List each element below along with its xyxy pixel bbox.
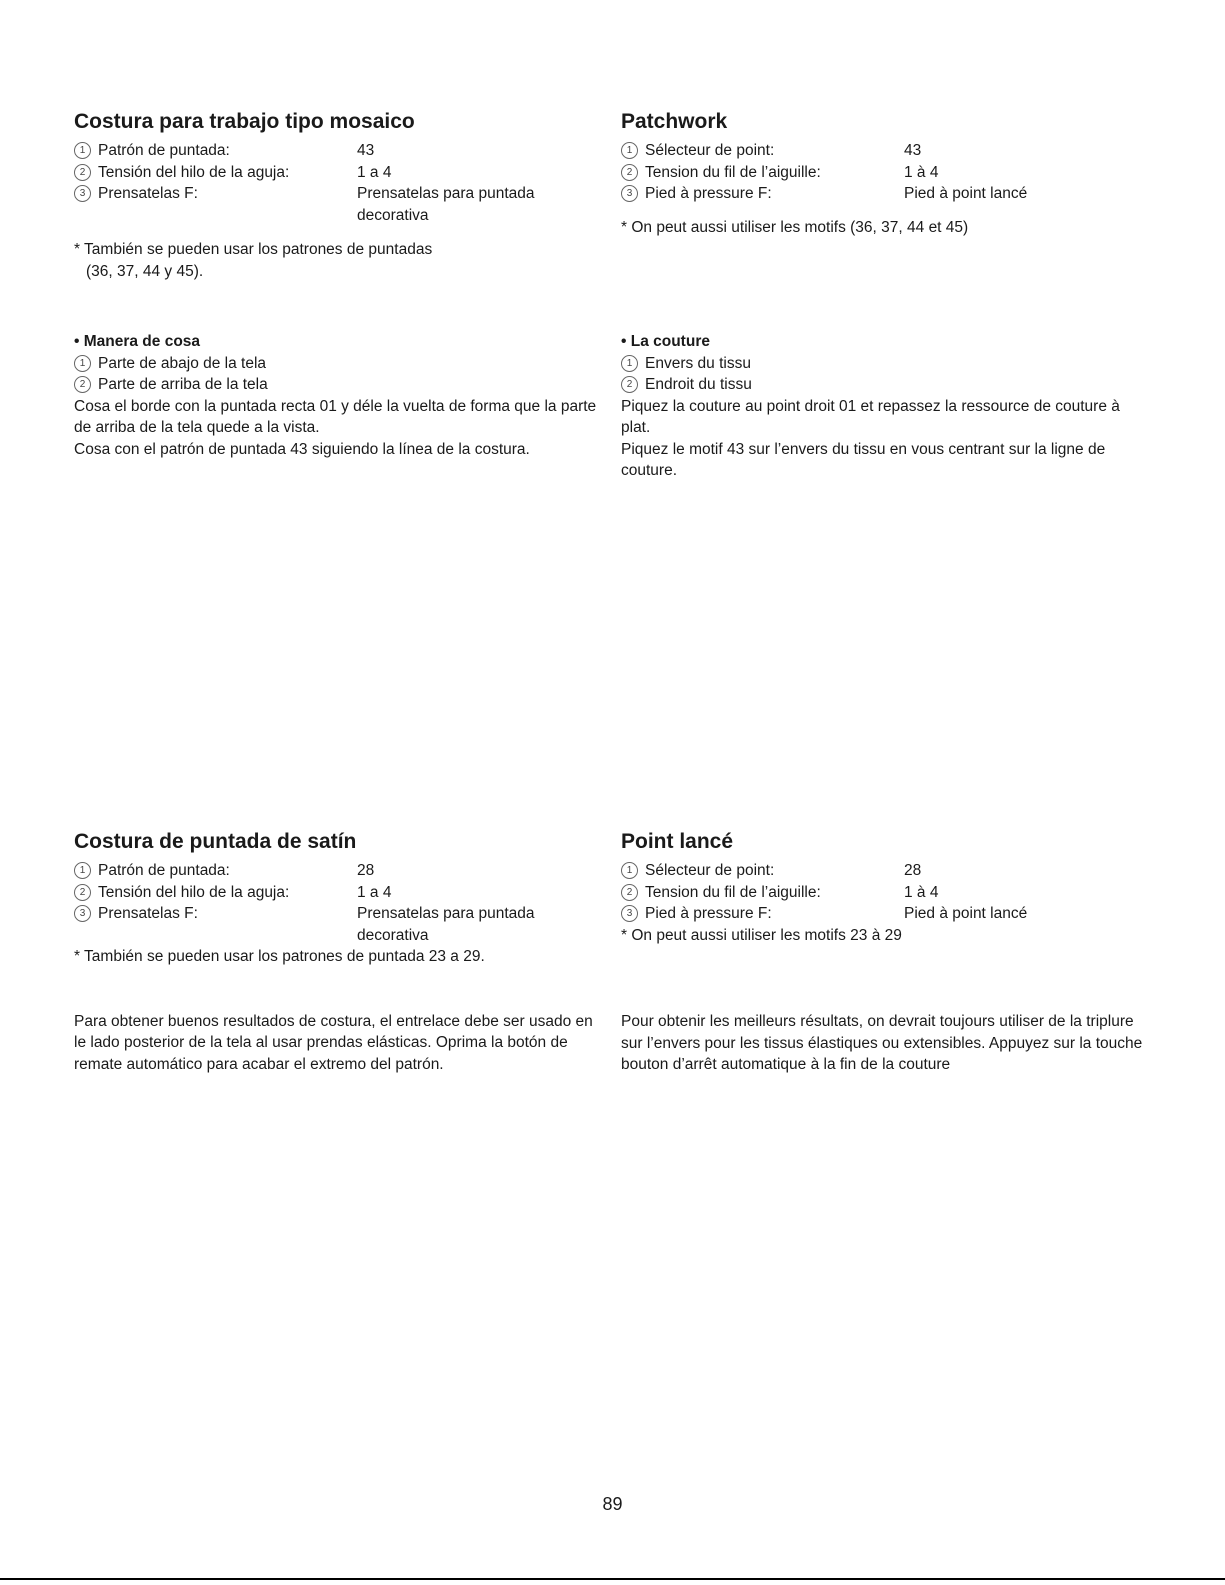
- bottom-rule: [0, 1578, 1225, 1580]
- es-satin-title: Costura de puntada de satín: [74, 830, 357, 853]
- note-line-2: (36, 37, 44 y 45).: [86, 262, 204, 280]
- list-item-text: Endroit du tissu: [645, 376, 752, 393]
- setting-row: [621, 183, 1151, 205]
- setting-value: 1 a 4: [357, 163, 392, 181]
- list-item-text: Envers du tissu: [645, 354, 751, 372]
- setting-label: Pied à pressure F:: [645, 905, 772, 922]
- circled-number-1: 1: [621, 355, 638, 372]
- setting-label: Tensión del hilo de la aguja:: [98, 163, 290, 181]
- fr-patchwork-title: Patchwork: [621, 110, 728, 133]
- list-item: [74, 374, 604, 396]
- setting-value: 28: [904, 862, 922, 879]
- es-mosaico-note: [74, 239, 604, 282]
- setting-value: 1 a 4: [357, 883, 392, 901]
- circled-number-1: 1: [74, 862, 91, 879]
- setting-value: Prensatelas para puntada decorativa: [357, 185, 535, 224]
- list-item: [621, 353, 1151, 375]
- es-satin-section: [74, 830, 604, 1075]
- setting-row: [621, 882, 1151, 904]
- fr-lance-settings: [621, 860, 1151, 925]
- setting-value: Pied à point lancé: [904, 185, 1028, 202]
- es-manera-paragraph-2: Cosa con el patrón de puntada 43 siguiendo la línea de la costura.: [74, 440, 530, 458]
- setting-row: [621, 140, 1151, 162]
- fr-lance-note: * On peut aussi utiliser les motifs 23 à 29: [621, 926, 902, 944]
- setting-value: 1 à 4: [904, 163, 939, 181]
- setting-label: Pied à pressure F:: [645, 185, 772, 202]
- setting-label: Tensión del hilo de la aguja:: [98, 883, 290, 901]
- setting-row: [621, 860, 1151, 882]
- fr-patchwork-note: * On peut aussi utiliser les motifs (36, 37, 44 et 45): [621, 218, 969, 236]
- setting-label: Prensatelas F:: [98, 905, 198, 922]
- fr-couture-paragraph-2: Piquez le motif 43 sur l’envers du tissu en vous centrant sur la ligne de couture.: [621, 440, 1106, 479]
- setting-label: Patrón de puntada:: [98, 142, 230, 159]
- setting-label: Prensatelas F:: [98, 185, 198, 202]
- setting-label: Patrón de puntada:: [98, 862, 230, 879]
- setting-label: Tension du fil de l’aiguille:: [645, 163, 821, 181]
- circled-number-2: 2: [74, 376, 91, 393]
- circled-number-3: 3: [74, 905, 91, 922]
- setting-value: Prensatelas para puntada decorativa: [357, 905, 535, 944]
- page-number: 89: [602, 1494, 623, 1514]
- circled-number-1: 1: [621, 142, 638, 159]
- fr-couture-paragraph-1: Piquez la couture au point droit 01 et repassez la ressource de couture à plat.: [621, 397, 1120, 436]
- fr-lance-paragraph: Pour obtenir les meilleurs résultats, on devrait toujours utiliser de la triplure sur l’envers pour les tissus élastiques ou extensibles. Appuyez sur la touche bouton d’arrêt automatique à la fin de la couture: [621, 1013, 1143, 1073]
- circled-number-1: 1: [74, 142, 91, 159]
- fr-couture-section: [621, 331, 1151, 482]
- setting-label: Sélecteur de point:: [645, 142, 775, 159]
- setting-label: Tension du fil de l’aiguille:: [645, 883, 821, 901]
- fr-lance-title: Point lancé: [621, 830, 734, 853]
- es-mosaico-settings: [74, 140, 604, 226]
- setting-row: [74, 882, 604, 904]
- circled-number-1: 1: [621, 862, 638, 879]
- es-satin-settings: [74, 860, 604, 946]
- setting-value: 1 à 4: [904, 883, 939, 901]
- list-item: [74, 353, 604, 375]
- list-item-text: Parte de abajo de la tela: [98, 354, 267, 372]
- setting-label: Sélecteur de point:: [645, 862, 775, 879]
- circled-number-3: 3: [621, 905, 638, 922]
- note-line-1: * También se pueden usar los patrones de puntadas: [74, 241, 433, 258]
- list-item: [621, 374, 1151, 396]
- circled-number-2: 2: [621, 884, 638, 901]
- es-manera-section: [74, 331, 604, 460]
- circled-number-3: 3: [74, 185, 91, 202]
- circled-number-1: 1: [74, 355, 91, 372]
- fr-patchwork-settings: [621, 140, 1151, 205]
- setting-row: [74, 860, 604, 882]
- es-mosaico-section: [74, 110, 604, 282]
- setting-row: [74, 162, 604, 184]
- setting-value: Pied à point lancé: [904, 905, 1028, 922]
- setting-row: [621, 903, 1151, 925]
- setting-row: [74, 903, 604, 946]
- es-satin-note: * También se pueden usar los patrones de puntada 23 a 29.: [74, 948, 485, 965]
- setting-value: 43: [904, 142, 922, 159]
- circled-number-2: 2: [621, 164, 638, 181]
- circled-number-2: 2: [74, 164, 91, 181]
- circled-number-2: 2: [74, 884, 91, 901]
- setting-value: 43: [357, 142, 375, 159]
- fr-couture-subhead: • La couture: [621, 333, 710, 350]
- es-manera-paragraph-1: Cosa el borde con la puntada recta 01 y déle la vuelta de forma que la parte de arriba de la tela quede a la vista.: [74, 397, 597, 436]
- setting-row: [74, 183, 604, 226]
- setting-value: 28: [357, 862, 375, 879]
- fr-lance-section: [621, 830, 1151, 1076]
- fr-patchwork-section: [621, 110, 1151, 238]
- es-manera-subhead: • Manera de cosa: [74, 333, 201, 350]
- setting-row: [74, 140, 604, 162]
- es-satin-paragraph: Para obtener buenos resultados de costura, el entrelace debe ser usado en le lado posterior de la tela al usar prendas elásticas. Oprima la botón de remate automático para acabar el extremo del patrón.: [74, 1012, 593, 1073]
- list-item-text: Parte de arriba de la tela: [98, 376, 268, 393]
- es-mosaico-title: Costura para trabajo tipo mosaico: [74, 110, 415, 133]
- circled-number-3: 3: [621, 185, 638, 202]
- circled-number-2: 2: [621, 376, 638, 393]
- setting-row: [621, 162, 1151, 184]
